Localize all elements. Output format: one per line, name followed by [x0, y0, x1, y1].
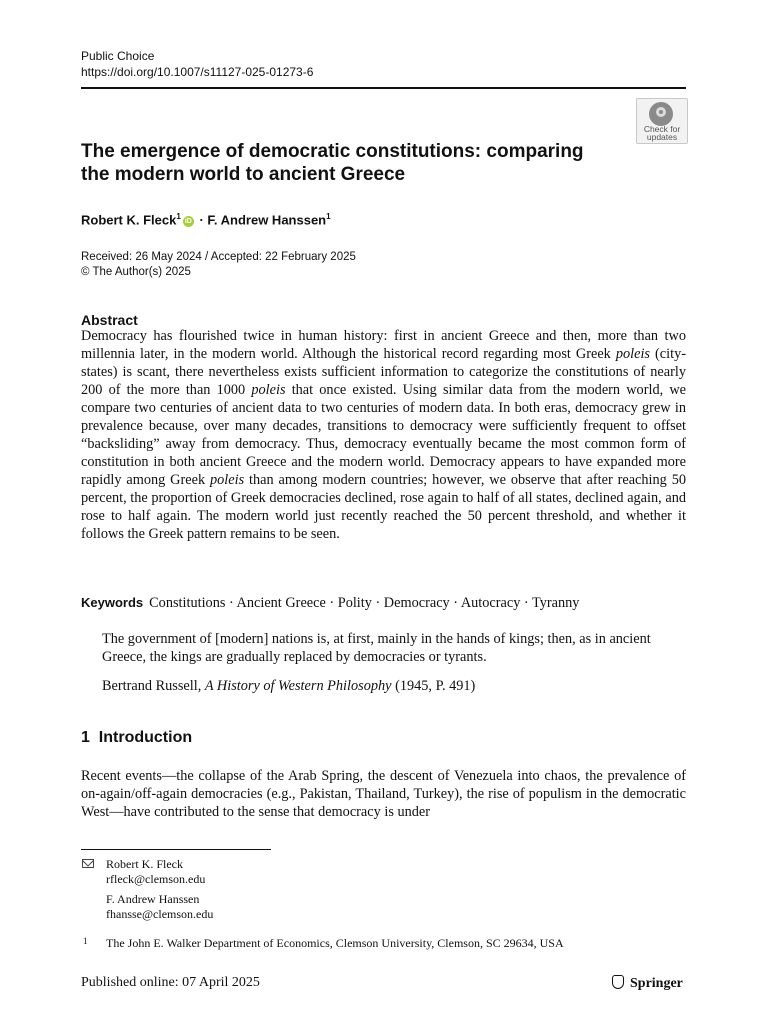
keywords-label: Keywords	[81, 595, 144, 610]
affiliation: The John E. Walker Department of Economics, Clemson University, Clemson, SC 29634, USA	[106, 936, 564, 950]
section-number: 1	[81, 729, 90, 746]
intro-paragraph: Recent events—the collapse of the Arab Spring, the descent of Venezuela into chaos, the prevalence of on-again/off-again democracies (e.g., Pakistan, Thailand, Turkey), the rise of populism in the democratic West—have contributed to the sense that democracy is under	[81, 768, 686, 820]
doi-link[interactable]: https://doi.org/10.1007/s11127-025-01273-6	[81, 65, 314, 79]
crossmark-label-1: Check for	[643, 124, 681, 134]
section-title: Introduction	[98, 729, 193, 746]
abstract-text	[81, 327, 686, 543]
section-heading	[81, 729, 192, 747]
epigraph-attribution	[102, 677, 475, 695]
received-accepted: Received: 26 May 2024 / Accepted: 22 February 2025	[81, 251, 356, 263]
article-dates	[81, 250, 356, 280]
epigraph-quote: The government of [modern] nations is, at first, mainly in the hands of kings; then, as in ancient Greece, the kings are gradually replaced by democracies or tyrants.	[102, 631, 651, 665]
abstract-heading: Abstract	[81, 312, 138, 328]
paper-title	[81, 140, 621, 186]
attribution-title: A History of Western Philosophy	[204, 678, 392, 694]
publisher-name: Springer	[630, 976, 683, 991]
abstract-italic: poleis	[251, 382, 286, 398]
contact-email[interactable]: rfleck@clemson.edu	[106, 872, 206, 886]
published-date: Published online: 07 April 2025	[81, 975, 260, 990]
abstract-italic: poleis	[210, 472, 245, 488]
abstract-part: than among modern countries; however, we observe that after reaching 50 percent, the proportion of Greek democracies declined, rose again to half of all states, declined again, and rose to half again. The modern world just recently reached the 50 percent threshold, and whether it follows the Greek pattern remains to be seen.	[81, 472, 686, 542]
author-1-affiliation: 1	[176, 212, 181, 221]
affiliation-number: 1	[83, 936, 88, 946]
header-rule	[81, 87, 686, 89]
keywords	[81, 594, 579, 612]
abstract-part: that once existed. Using similar data from the modern world, we compare two centuries of ancient data to two centuries of modern data. In both eras, democracy grew in prevalence because, over many decades, transitions to democracy were sufficiently frequent to offset “backsliding” away from democracy. Thus, democracy eventually became the most common form of constitution in both ancient Greece and the modern world. Democracy appears to have expanded more rapidly among Greek	[81, 382, 686, 488]
journal-name: Public Choice	[81, 49, 155, 63]
contact-name: Robert K. Fleck	[106, 857, 183, 871]
author-1[interactable]: Robert K. Fleck	[81, 212, 177, 228]
contact-email[interactable]: fhansse@clemson.edu	[106, 907, 214, 921]
orcid-icon[interactable]: iD	[184, 218, 192, 226]
title-line-2: the modern world to ancient Greece	[81, 164, 406, 185]
copyright: © The Author(s) 2025	[81, 266, 191, 278]
author-separator: ·	[199, 212, 204, 228]
abstract-part: (city-states) is scant, there nevertheless exists sufficient information to categorize the constitutions of nearly 200 of the more than 1000	[81, 346, 686, 398]
contact-1	[106, 857, 205, 887]
attribution-author: Bertrand Russell,	[102, 678, 205, 694]
abstract-part: Democracy has flourished twice in human history: first in ancient Greece and then, more than two millennia later, in the modern world. Although the historical record regarding most Greek	[81, 328, 686, 362]
title-line-1: The emergence of democratic constitutions: comparing	[81, 141, 584, 162]
author-2-affiliation: 1	[326, 212, 331, 221]
crossmark-icon	[649, 102, 673, 126]
springer-horse-icon	[612, 975, 624, 989]
journal-header	[81, 48, 313, 80]
author-2[interactable]: F. Andrew Hanssen	[207, 212, 327, 228]
attribution-year: (1945, P. 491)	[391, 678, 476, 694]
springer-logo	[612, 975, 683, 992]
check-for-updates-badge[interactable]	[636, 98, 688, 144]
abstract-italic: poleis	[615, 346, 650, 362]
envelope-icon	[82, 859, 94, 868]
contact-2	[106, 892, 213, 922]
keywords-list: Constitutions · Ancient Greece · Polity · Democracy · Autocracy · Tyranny	[149, 595, 580, 611]
footnote-rule	[81, 849, 271, 850]
crossmark-label-2: updates	[646, 132, 678, 142]
author-list	[81, 208, 331, 229]
contact-name: F. Andrew Hanssen	[106, 892, 200, 906]
